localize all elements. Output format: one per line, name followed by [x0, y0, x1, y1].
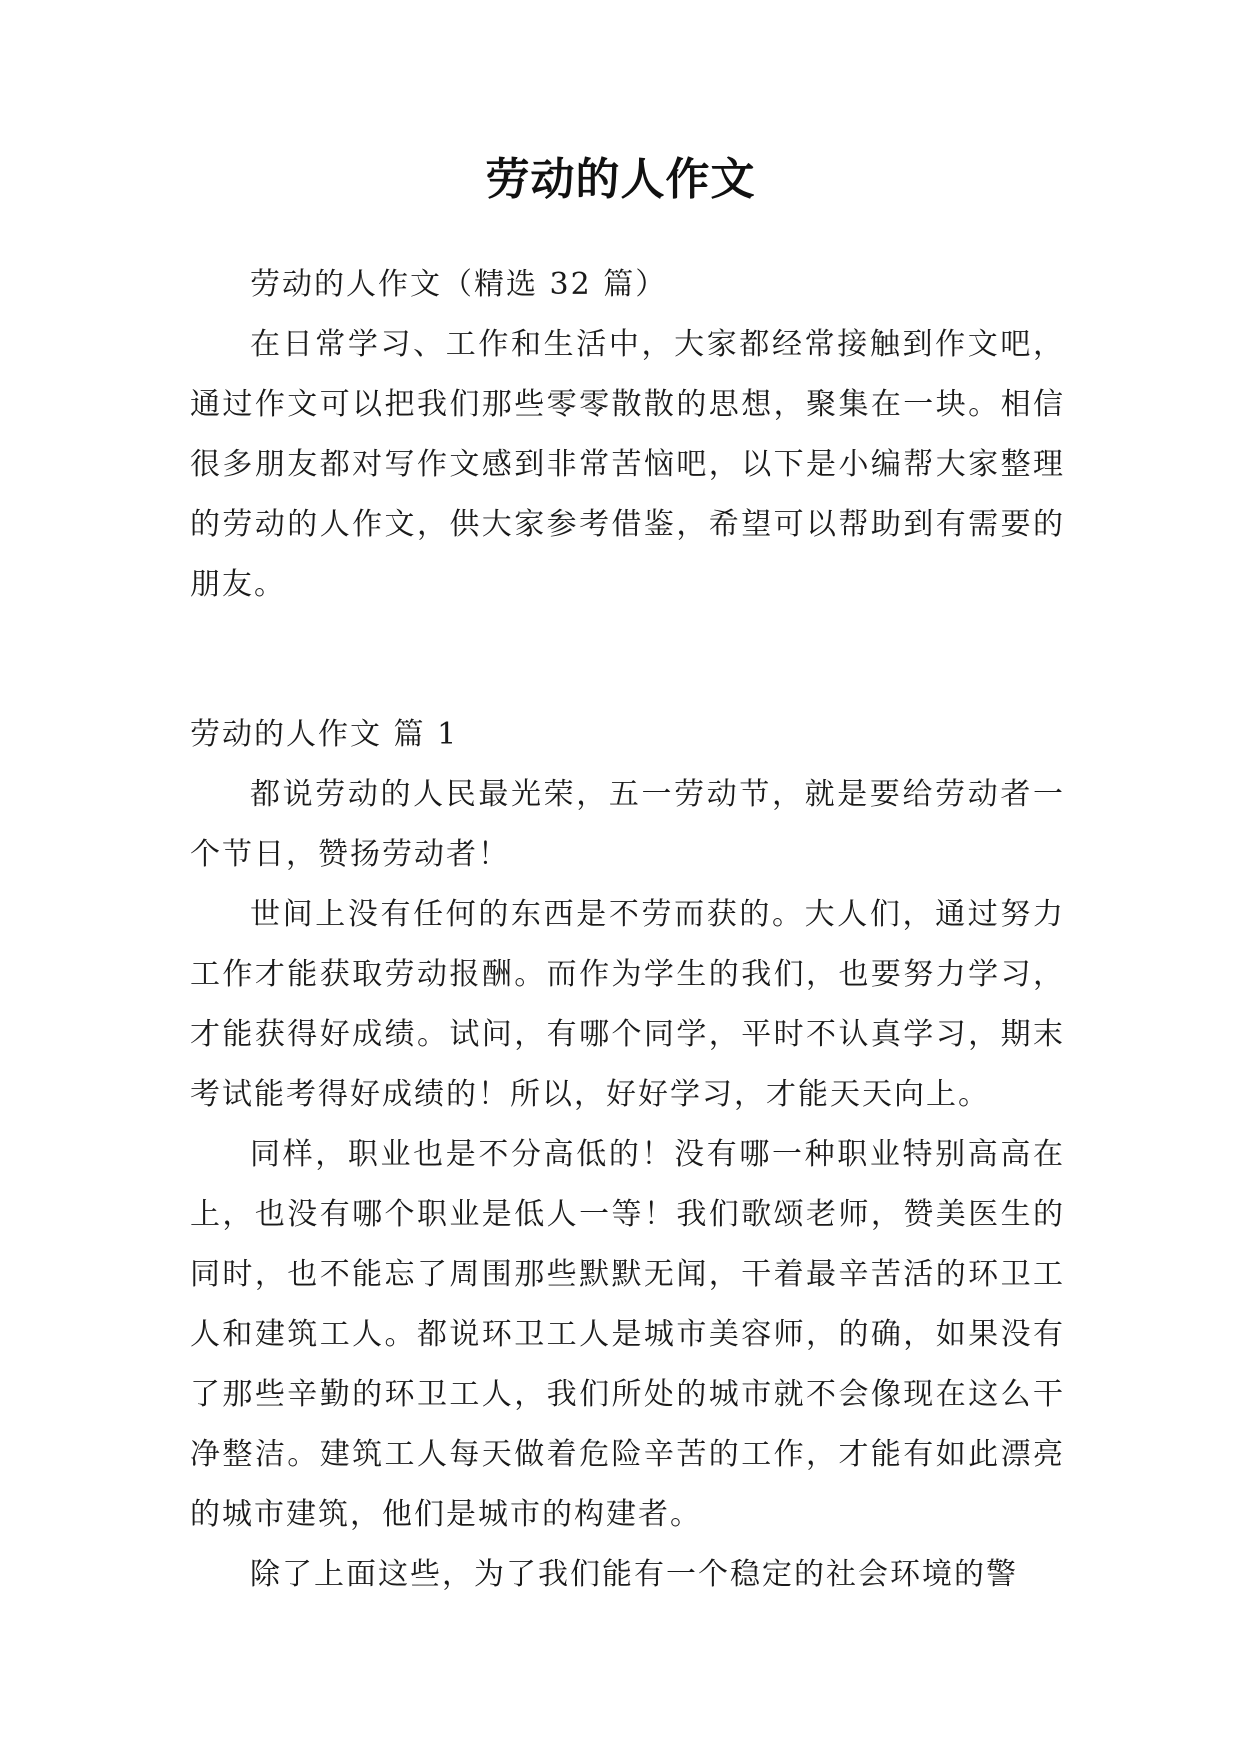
body-paragraph: 同样，职业也是不分高低的！没有哪一种职业特别高高在上，也没有哪个职业是低人一等！我们歌颂老师，赞美医生的同时，也不能忘了周围那些默默无闻，干着最辛苦活的环卫工人和建筑工人。都说环卫工人是城市美容师，的确，如果没有了那些辛勤的环卫工人，我们所处的城市就不会像现在这么干净整洁。建筑工人每天做着危险辛苦的工作，才能有如此漂亮的城市建筑，他们是城市的构建者。	[190, 1137, 1065, 1532]
section-heading: 劳动的人作文 篇 1	[190, 717, 459, 752]
document-title: 劳动的人作文	[485, 154, 756, 205]
intro-paragraph: 在日常学习、工作和生活中，大家都经常接触到作文吧，通过作文可以把我们那些零零散散的思想，聚集在一块。相信很多朋友都对写作文感到非常苦恼吧，以下是小编帮大家整理的劳动的人作文，供大家参考借鉴，希望可以帮助到有需要的朋友。	[190, 327, 1065, 602]
document-subtitle: 劳动的人作文（精选 32 篇）	[250, 267, 668, 302]
document-body	[190, 255, 1065, 1605]
section-gap	[190, 615, 1065, 705]
body-paragraph: 除了上面这些，为了我们能有一个稳定的社会环境的警	[250, 1557, 1018, 1592]
body-paragraph: 都说劳动的人民最光荣，五一劳动节，就是要给劳动者一个节日，赞扬劳动者！	[190, 777, 1065, 872]
body-paragraph: 世间上没有任何的东西是不劳而获的。大人们，通过努力工作才能获取劳动报酬。而作为学生的我们，也要努力学习，才能获得好成绩。试问，有哪个同学，平时不认真学习，期末考试能考得好成绩的！所以，好好学习，才能天天向上。	[190, 897, 1065, 1112]
